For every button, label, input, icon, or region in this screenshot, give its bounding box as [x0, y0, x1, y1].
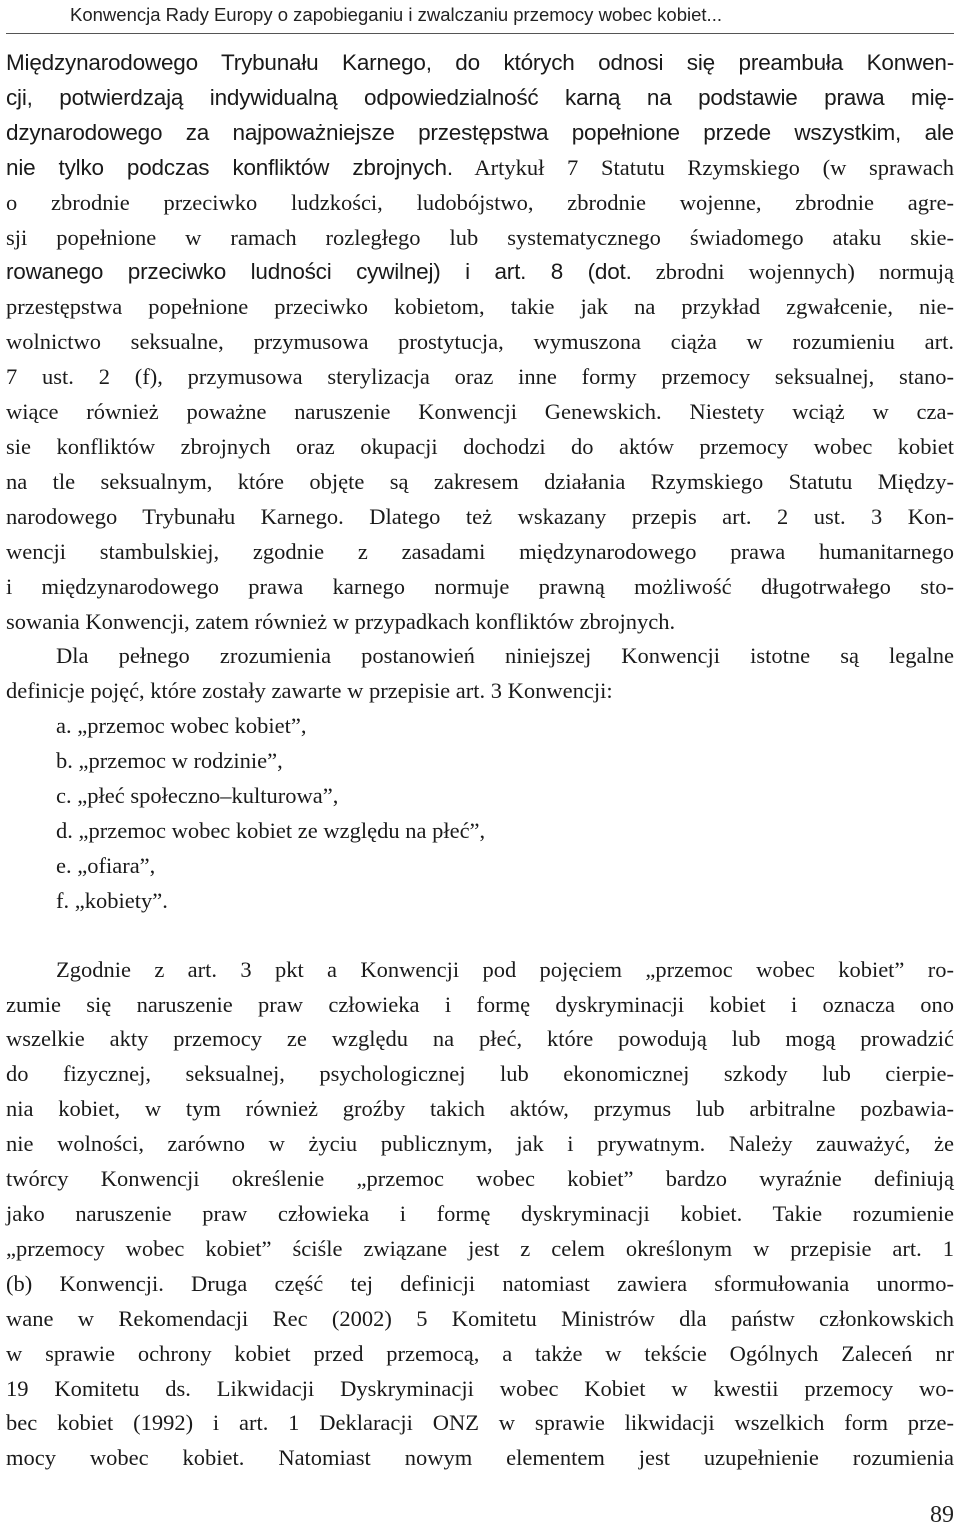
text-line: mocy wobec kobiet. Natomiast nowym elementem jest uzupełnienie rozumienia	[6, 1445, 954, 1471]
text-line-mixed	[6, 255, 954, 290]
text-line: sie konfliktów zbrojnych oraz okupacji dochodzi do aktów przemocy wobec kobiet	[6, 433, 954, 459]
list-item: d. „przemoc wobec kobiet ze względu na płeć”,	[56, 817, 486, 843]
paragraph-continuation	[6, 46, 954, 639]
text-line: dzynarodowego za najpoważniejsze przestępstwa popełnione przede wszystkim, ale	[6, 119, 954, 145]
list-item: a. „przemoc wobec kobiet”,	[56, 713, 307, 739]
paragraph-spacer	[6, 919, 954, 953]
text-line: wolnictwo seksualne, przymusowa prostytucja, wymuszona ciąża w rozumieniu art.	[6, 329, 954, 355]
text-line: „przemocy wobec kobiet” ściśle związane jest z celem określonym w przepisie art. 1	[6, 1235, 954, 1261]
text-line: wane w Rekomendacji Rec (2002) 5 Komitetu Ministrów dla państw członkowskich	[6, 1305, 954, 1331]
text-line: 19 Komitetu ds. Likwidacji Dyskryminacji wobec Kobiet w kwestii przemocy wo-	[6, 1375, 954, 1401]
text-line: 7 ust. 2 (f), przymusowa sterylizacja oraz inne formy przemocy seksualnej, stano-	[6, 364, 954, 390]
text-run: Artykuł 7 Statutu Rzymskiego (w sprawach	[452, 154, 954, 180]
list-item: e. „ofiara”,	[56, 852, 156, 878]
text-line: cji, potwierdzają indywidualną odpowiedzialność karną na podstawie prawa mię-	[6, 84, 954, 110]
text-line-mixed	[6, 151, 954, 186]
text-line: sowania Konwencji, zatem również w przypadkach konfliktów zbrojnych.	[6, 608, 676, 634]
text-line: (b) Konwencji. Druga część tej definicji natomiast zawiera sformułowania unormo-	[6, 1270, 954, 1296]
running-header-title: Konwencja Rady Europy o zapobieganiu i zwalczaniu przemocy wobec kobiet...	[70, 4, 722, 25]
text-line: nia kobiet, w tym również groźby takich aktów, przymus lub arbitralne pozbawia-	[6, 1096, 954, 1122]
text-line: wencji stambulskiej, zgodnie z zasadami międzynarodowego prawa humanitarnego	[6, 538, 954, 564]
text-line: o zbrodnie przeciwko ludzkości, ludobójstwo, zbrodnie wojenne, zbrodnie agre-	[6, 189, 954, 215]
text-line: do fizycznej, seksualnej, psychologicznej lub ekonomicznej szkody lub cierpie-	[6, 1061, 954, 1087]
text-line: przestępstwa popełnione przeciwko kobietom, takie jak na przykład zgwałcenie, nie-	[6, 294, 954, 320]
text-line: definicje pojęć, które zostały zawarte w przepisie art. 3 Konwencji:	[6, 678, 613, 704]
header-divider	[6, 33, 954, 34]
text-line: Międzynarodowego Trybunału Karnego, do których odnosi się preambuła Konwen-	[6, 50, 954, 75]
text-line: jako naruszenie praw człowieka i formę dyskryminacji kobiet. Takie rozumienie	[6, 1201, 954, 1226]
text-line: narodowego Trybunału Karnego. Dlatego też wskazany przepis art. 2 ust. 3 Kon-	[6, 503, 954, 529]
text-line: wszelkie akty przemocy ze względu na płeć, które powodują lub mogą prowadzić	[6, 1026, 954, 1052]
text-line: twórcy Konwencji określenie „przemoc wobec kobiet” bardzo wyraźnie definiują	[6, 1166, 954, 1192]
definitions-list	[6, 709, 954, 918]
text-line: zumie się naruszenie praw człowieka i formę dyskryminacji kobiet i oznacza ono	[6, 991, 954, 1017]
text-line: w sprawie ochrony kobiet przed przemocą, a także w tekście Ogólnych Zaleceń nr	[6, 1340, 954, 1366]
text-line: na tle seksualnym, które objęte są zakresem działania Rzymskiego Statutu Między-	[6, 468, 954, 494]
paragraph-definition-explanation	[6, 953, 954, 1477]
list-item: f. „kobiety”.	[56, 887, 168, 913]
text-line: i międzynarodowego prawa karnego normuje prawną możliwość długotrwałego sto-	[6, 573, 954, 599]
paragraph-definitions-intro	[6, 639, 954, 709]
text-run: rowanego przeciwko ludności cywilnej) i art. 8 (dot.	[6, 259, 632, 285]
page-number: 89	[930, 1502, 954, 1528]
document-body	[6, 46, 954, 1476]
text-line: Dla pełnego zrozumienia postanowień niniejszej Konwencji istotne są legalne	[56, 643, 954, 669]
text-line: wiące również poważne naruszenie Konwencji Genewskich. Niestety wciąż w cza-	[6, 399, 954, 425]
list-item: b. „przemoc w rodzinie”,	[56, 748, 283, 774]
text-line: bec kobiet (1992) i art. 1 Deklaracji ONZ w sprawie likwidacji wszelkich form prze-	[6, 1410, 954, 1436]
text-run: nie tylko podczas konfliktów zbrojnych.	[6, 154, 453, 180]
text-line: sji popełnione w ramach rozległego lub systematycznego świadomego ataku skie-	[6, 224, 954, 250]
text-line: nie wolności, zarówno w życiu publicznym, jak i prywatnym. Należy zauważyć, że	[6, 1131, 954, 1157]
list-item: c. „płeć społeczno–kulturowa”,	[56, 783, 339, 809]
text-line: Zgodnie z art. 3 pkt a Konwencji pod pojęciem „przemoc wobec kobiet” ro-	[56, 956, 954, 982]
text-run: zbrodni wojennych) normują	[631, 259, 954, 285]
